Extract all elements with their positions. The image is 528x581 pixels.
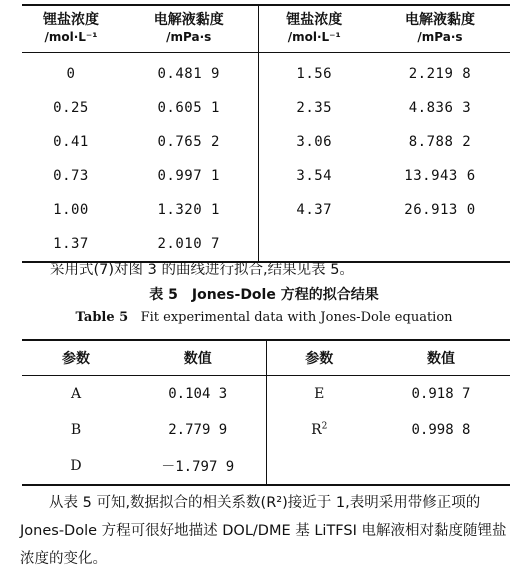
table-row (22, 376, 510, 413)
table-row (22, 227, 510, 262)
table-cell (266, 448, 372, 485)
table-row (22, 193, 510, 227)
table-cell: 0.25 (53, 100, 89, 116)
table-cell (266, 412, 372, 448)
table-cell: 0.104 3 (168, 386, 228, 402)
table-row (22, 53, 510, 92)
table-header-row (22, 340, 510, 376)
table-cell: 1.00 (53, 202, 89, 218)
table-cell: A (70, 386, 82, 402)
table-cell: 1.320 1 (157, 202, 220, 218)
table-cell: B (70, 422, 82, 438)
table-cell (258, 227, 370, 262)
table-cell: －1.797 9 (161, 459, 235, 475)
table-cell: 1.56 (258, 53, 370, 92)
header-value-right: 数值 (427, 351, 455, 367)
table-cell: 8.788 2 (408, 134, 472, 150)
table-cell: 0.41 (53, 134, 89, 150)
table-cell: 0.481 9 (157, 66, 220, 82)
table-cell: E (266, 376, 372, 413)
header-value-left: 数值 (183, 351, 212, 367)
table5-caption-en (0, 310, 528, 325)
table-cell: 4.836 3 (408, 100, 472, 116)
table-row (22, 412, 510, 448)
header-viscosity-left: 电解液黏度 /mPa·s (153, 12, 224, 44)
header-viscosity-right: 电解液黏度 /mPa·s (405, 12, 475, 44)
table-row (22, 159, 510, 193)
table-cell: 2.010 7 (157, 236, 220, 252)
param-symbol: R (311, 422, 322, 438)
table-cell: 3.06 (258, 125, 370, 159)
table-cell: 0.997 1 (157, 168, 220, 184)
table-cell: 3.54 (258, 159, 370, 193)
table-cell: 0 (66, 66, 76, 82)
table-cell: 1.37 (53, 236, 89, 252)
table-cell: 26.913 0 (404, 202, 476, 218)
header-param-left: 参数 (62, 351, 90, 367)
table-header-row (22, 5, 510, 53)
table-cell: 0.73 (53, 168, 89, 184)
viscosity-table (22, 4, 510, 263)
table-cell: 2.219 8 (408, 66, 472, 82)
table-cell: 2.779 9 (168, 422, 228, 438)
table-row (22, 448, 510, 485)
table-cell: 2.35 (258, 91, 370, 125)
header-concentration-right: 锂盐浓度 /mol·L⁻¹ (258, 5, 370, 53)
table5-caption-en-text: Fit experimental data with Jones-Dole equation (140, 310, 453, 325)
fit-result-table (22, 339, 510, 486)
table-cell (372, 448, 510, 485)
table-cell: 0.998 8 (411, 422, 471, 438)
table-cell: 0.605 1 (157, 100, 220, 116)
table-cell (370, 227, 510, 262)
table-cell: 0.765 2 (157, 134, 220, 150)
table-cell: 4.37 (258, 193, 370, 227)
table-row (22, 125, 510, 159)
table-cell: D (70, 458, 82, 474)
header-param-right: 参数 (266, 340, 372, 376)
table-cell: 13.943 6 (404, 168, 476, 184)
paragraph-fit-intro: 采用式(7)对图 3 的曲线进行拟合,结果见表 5。 (50, 262, 354, 278)
header-concentration-left: 锂盐浓度 /mol·L⁻¹ (43, 12, 99, 44)
param-superscript: 2 (321, 421, 328, 432)
table-row (22, 91, 510, 125)
table-cell: 0.918 7 (411, 386, 471, 402)
table5-caption-en-label: Table 5 (75, 310, 129, 325)
paragraph-conclusion: 从表 5 可知,数据拟合的相关系数(R²)接近于 1,表明采用带修正项的 Jones-Dole 方程可很好地描述 DOL/DME 基 LiTFSI 电解液相对黏度随锂盐浓度的变化。 (20, 495, 507, 567)
table5-caption-cn: 表 5 Jones-Dole 方程的拟合结果 (149, 287, 379, 303)
